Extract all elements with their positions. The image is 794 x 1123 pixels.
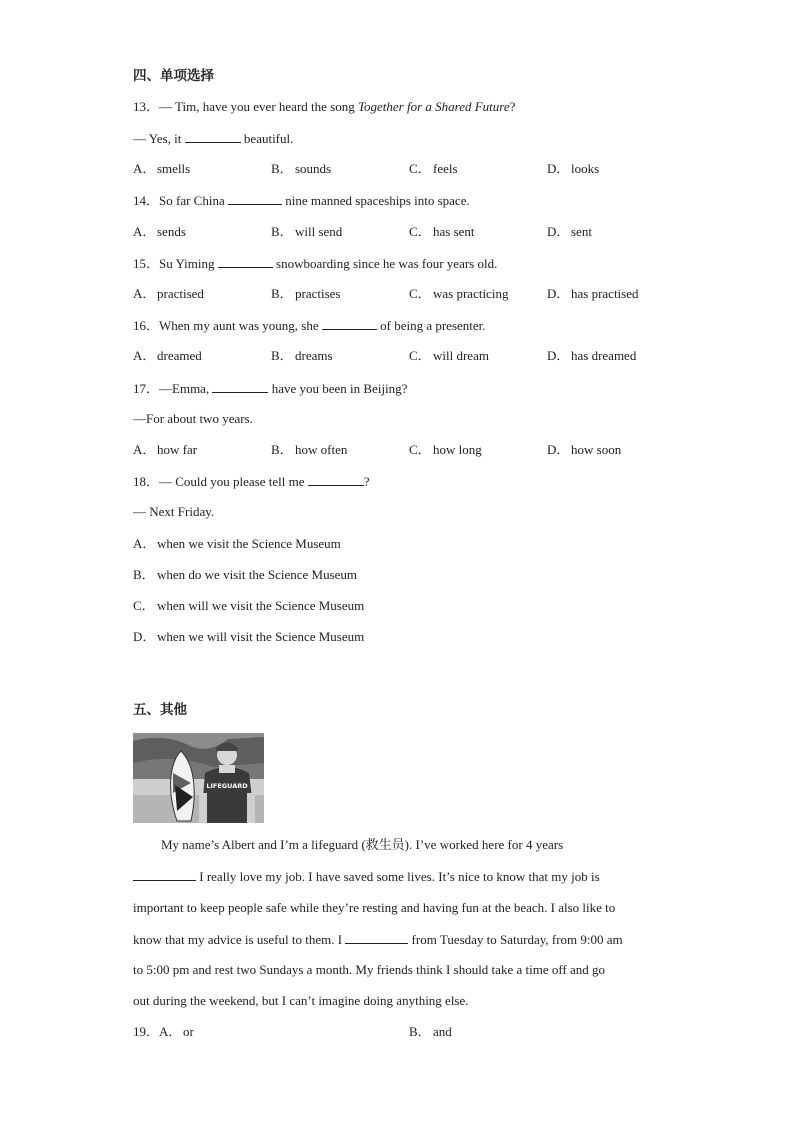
question-18 <box>133 473 370 490</box>
question-14 <box>133 192 470 209</box>
q17-option-a[interactable]: A． how far <box>133 442 198 457</box>
passage-line-5: to 5:00 pm and rest two Sundays a month. My friends think I should take a time off and go <box>133 962 606 977</box>
song-title: Together for a Shared Future <box>357 99 510 114</box>
question-number: 15． <box>133 256 160 271</box>
q14-option-c[interactable]: C． has sent <box>409 224 475 239</box>
question-text-end: have you been in Beijing? <box>268 381 408 396</box>
passage-line-6: out during the weekend, but I can’t imagine doing anything else. <box>133 993 469 1008</box>
question-text-end: nine manned spaceships into space. <box>281 193 470 208</box>
q19-option-b[interactable]: B． and <box>409 1024 452 1039</box>
q15-option-b[interactable]: B． practises <box>271 286 341 301</box>
passage-line-3: important to keep people safe while they’re resting and having fun at the beach. I also like to <box>133 900 616 915</box>
question-17-reply: —For about two years. <box>133 411 253 426</box>
q16-option-d[interactable]: D． has dreamed <box>547 348 637 363</box>
answer-blank[interactable] <box>345 931 408 944</box>
q13-option-c[interactable]: C． feels <box>409 161 458 176</box>
question-text: —Emma, <box>159 381 213 396</box>
q15-option-d[interactable]: D． has practised <box>547 286 639 301</box>
q13-option-a[interactable]: A． smells <box>133 161 191 176</box>
passage-line-1: My name’s Albert and I’m a lifeguard (救生员). I’ve worked here for 4 years <box>161 837 564 852</box>
lifeguard-shirt-label: LIFEGUARD <box>206 782 248 790</box>
answer-blank[interactable] <box>185 130 241 143</box>
question-number: 13． <box>133 99 160 114</box>
question-text: — Tim, have you ever heard the song <box>159 99 358 114</box>
question-15 <box>133 255 497 272</box>
reply-text: — Yes, it <box>133 131 185 146</box>
question-number: 19． <box>133 1024 160 1039</box>
question-text-end: of being a presenter. <box>376 318 486 333</box>
question-number: 14． <box>133 193 160 208</box>
q14-option-b[interactable]: B． will send <box>271 224 343 239</box>
question-text: Su Yiming <box>159 256 218 271</box>
q17-option-c[interactable]: C． how long <box>409 442 482 457</box>
passage-line-4: know that my advice is useful to them. I from Tuesday to Saturday, from 9:00 am <box>133 932 623 947</box>
q19-option-a[interactable]: 19．A． or <box>133 1024 194 1039</box>
passage-line-2: I really love my job. I have saved some lives. It’s nice to know that my job is <box>133 868 600 885</box>
q18-option-a[interactable]: A． when we visit the Science Museum <box>133 536 341 551</box>
question-13 <box>133 99 515 115</box>
q17-option-b[interactable]: B． how often <box>271 442 348 457</box>
q16-option-c[interactable]: C． will dream <box>409 348 489 363</box>
q14-option-a[interactable]: A． sends <box>133 224 186 239</box>
q14-option-d[interactable]: D． sent <box>547 224 592 239</box>
question-17 <box>133 380 407 397</box>
q13-option-b[interactable]: B． sounds <box>271 161 332 176</box>
question-number: 17． <box>133 381 160 396</box>
question-text: — Could you please tell me <box>159 474 308 489</box>
question-number: 18． <box>133 474 160 489</box>
question-text-end: ? <box>363 474 370 489</box>
question-13-reply <box>133 130 293 147</box>
q18-option-d[interactable]: D． when we will visit the Science Museum <box>133 629 365 644</box>
lifeguard-illustration <box>133 733 264 823</box>
q15-option-c[interactable]: C． was practicing <box>409 286 509 301</box>
q18-option-b[interactable]: B． when do we visit the Science Museum <box>133 567 358 582</box>
section-4-heading: 四、单项选择 <box>133 68 214 84</box>
answer-blank[interactable] <box>133 868 196 881</box>
q13-option-d[interactable]: D． looks <box>547 161 600 176</box>
question-text: So far China <box>159 193 228 208</box>
answer-blank[interactable] <box>308 473 364 486</box>
question-18-reply: — Next Friday. <box>133 504 215 519</box>
question-number: 16． <box>133 318 160 333</box>
lifeguard-photo <box>133 733 264 823</box>
q17-option-d[interactable]: D． how soon <box>547 442 622 457</box>
answer-blank[interactable] <box>228 192 282 205</box>
q16-option-a[interactable]: A． dreamed <box>133 348 202 363</box>
question-text-end: snowboarding since he was four years old. <box>272 256 498 271</box>
q18-option-c[interactable]: C． when will we visit the Science Museum <box>133 598 365 613</box>
q15-option-a[interactable]: A． practised <box>133 286 204 301</box>
question-text-end: ? <box>509 99 516 114</box>
answer-blank[interactable] <box>322 317 377 330</box>
question-text: When my aunt was young, she <box>159 318 322 333</box>
section-5-heading: 五、其他 <box>133 702 187 718</box>
reply-text-end: beautiful. <box>240 131 294 146</box>
question-16 <box>133 317 486 334</box>
answer-blank[interactable] <box>218 255 273 268</box>
q16-option-b[interactable]: B． dreams <box>271 348 333 363</box>
answer-blank[interactable] <box>212 380 268 393</box>
